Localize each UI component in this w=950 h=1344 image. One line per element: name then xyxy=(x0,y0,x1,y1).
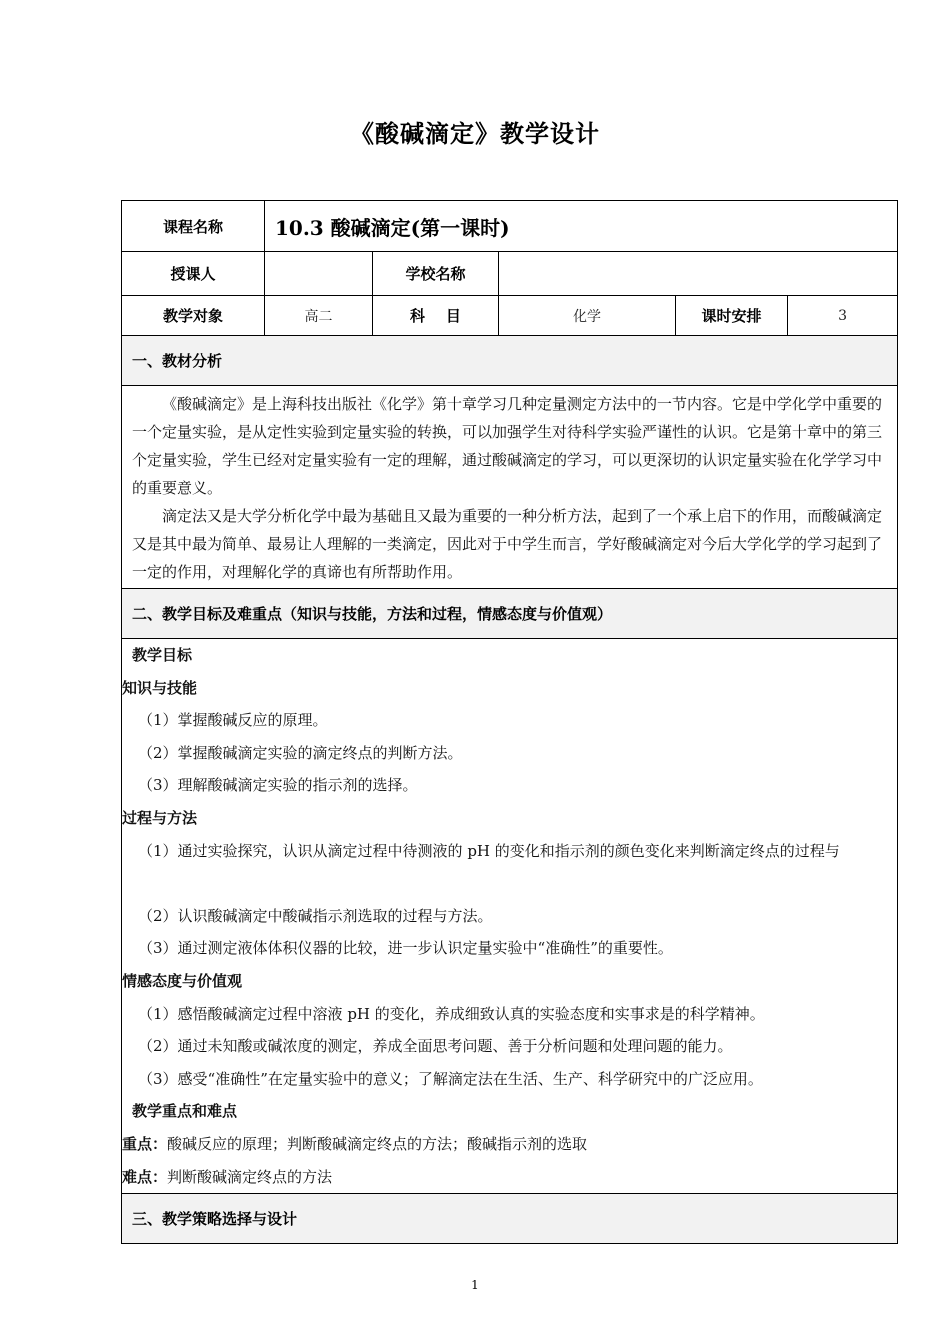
textbook-analysis-content xyxy=(122,386,898,589)
page-number: 1 xyxy=(471,1278,479,1292)
analysis-paragraph-2: 滴定法又是大学分析化学中最为基础且又最为重要的一种分析方法，起到了一个承上启下的作用，而酸碱滴定又是其中最为简单、最易让人理解的一类滴定，因此对于中学生而言，学好酸碱滴定对今后大学化学的学习起到了一定的作用，对理解化学的真谛也有所帮助作用。 xyxy=(132,507,883,581)
teacher-row xyxy=(122,252,898,296)
difficult-point-label: 难点： xyxy=(122,1167,168,1186)
objectives-content xyxy=(122,639,898,1194)
analysis-paragraph-1: 《酸碱滴定》是上海科技出版社《化学》第十章学习几种定量测定方法中的一节内容。它是中学化学中重要的一个定量实验，是从定性实验到定量实验的转换，可以加强学生对待科学实验严谨性的认识。它是第十章中的第三个定量实验，学生已经对定量实验有一定的理解，通过酸碱滴定的学习，可以更深切的认识定量实验在化学学习中的重要意义。 xyxy=(132,395,883,497)
emotion-values-title: 情感态度与价值观 xyxy=(122,971,243,990)
knowledge-item: （1）掌握酸碱反应的原理。 xyxy=(138,711,328,730)
emotion-item: （1）感悟酸碱滴定过程中溶液 pH 的变化，养成细致认真的实验态度和实事求是的科学精神。 xyxy=(138,1004,765,1023)
school-label: 学校名称 xyxy=(373,252,499,296)
key-point-label: 重点： xyxy=(122,1134,168,1153)
course-name-value: 10.3 酸碱滴定(第一课时) xyxy=(265,201,898,252)
emotion-item: （3）感受“准确性”在定量实验中的意义；了解滴定法在生活、生产、科学研究中的广泛应用。 xyxy=(138,1069,763,1088)
knowledge-skills-title: 知识与技能 xyxy=(122,678,198,697)
section2-heading-row xyxy=(122,589,898,639)
difficult-point-text: 判断酸碱滴定终点的方法 xyxy=(167,1167,333,1186)
section-heading-objectives: 二、教学目标及难重点（知识与技能，方法和过程，情感态度与价值观） xyxy=(122,589,898,639)
process-item: （1）通过实验探究，认识从滴定过程中待测液的 pH 的变化和指示剂的颜色变化来判断滴定终点的过程与 xyxy=(138,841,840,860)
goals-title: 教学目标 xyxy=(132,646,193,664)
section-heading-textbook-analysis: 一、教材分析 xyxy=(122,336,898,386)
difficult-point-line xyxy=(122,1161,897,1194)
process-item: （2）认识酸碱滴定中酸碱指示剂选取的过程与方法。 xyxy=(138,906,493,925)
teacher-value xyxy=(265,252,373,296)
emotion-item: （2）通过未知酸或碱浓度的测定，养成全面思考问题、善于分析问题和处理问题的能力。 xyxy=(138,1037,733,1056)
target-value: 高二 xyxy=(265,296,373,336)
document-title: 《酸碱滴定》教学设计 xyxy=(350,119,600,148)
section3-heading-row xyxy=(122,1194,898,1244)
target-label: 教学对象 xyxy=(122,296,265,336)
knowledge-item: （3）理解酸碱滴定实验的指示剂的选择。 xyxy=(138,776,418,795)
target-row xyxy=(122,296,898,336)
hours-value: 3 xyxy=(788,296,898,336)
blank-line xyxy=(122,867,897,900)
process-methods-title: 过程与方法 xyxy=(122,808,198,827)
section1-content-row xyxy=(122,386,898,589)
section-heading-strategy: 三、教学策略选择与设计 xyxy=(122,1194,898,1244)
process-item: （3）通过测定液体体积仪器的比较，进一步认识定量实验中“准确性”的重要性。 xyxy=(138,939,673,958)
course-row xyxy=(122,201,898,252)
hours-label: 课时安排 xyxy=(676,296,788,336)
subject-value: 化学 xyxy=(499,296,676,336)
school-value xyxy=(499,252,898,296)
section1-heading-row xyxy=(122,336,898,386)
lesson-plan-table xyxy=(121,200,898,1244)
subject-label: 科 目 xyxy=(373,296,499,336)
knowledge-item: （2）掌握酸碱滴定实验的滴定终点的判断方法。 xyxy=(138,743,463,762)
key-point-line xyxy=(122,1128,897,1161)
teacher-label: 授课人 xyxy=(122,252,265,296)
key-point-text: 酸碱反应的原理；判断酸碱滴定终点的方法；酸碱指示剂的选取 xyxy=(167,1134,588,1153)
section2-content-row xyxy=(122,639,898,1194)
course-name-label: 课程名称 xyxy=(122,201,265,252)
key-difficult-title: 教学重点和难点 xyxy=(132,1102,238,1121)
